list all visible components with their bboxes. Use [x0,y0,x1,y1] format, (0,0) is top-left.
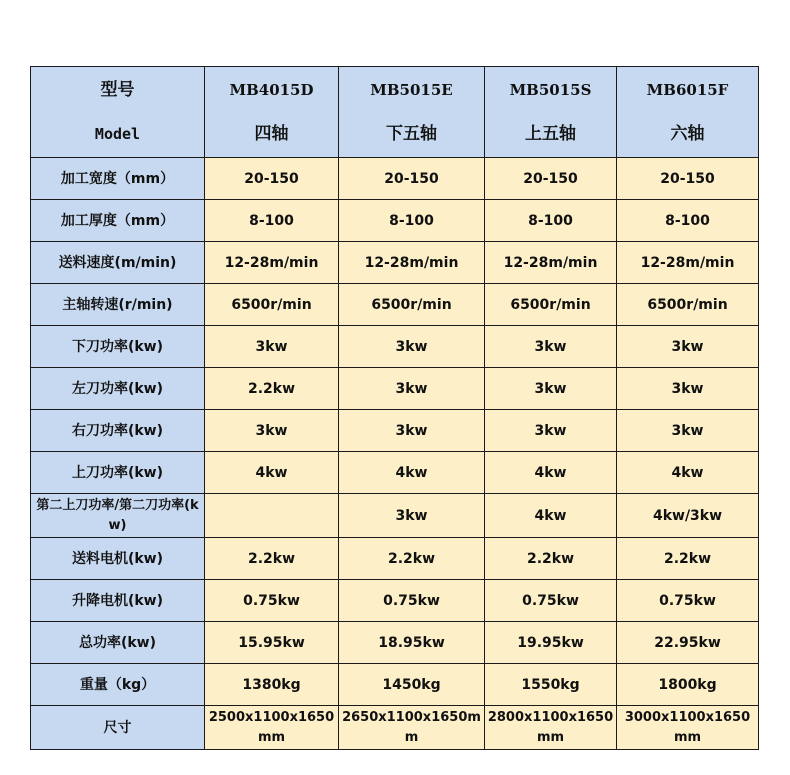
table-cell: 8-100 [339,200,485,242]
table-row [31,200,759,242]
table-cell: 2.2kw [485,538,617,580]
table-cell: 2500x1100x1650mm [205,706,339,750]
table-cell: 2.2kw [205,368,339,410]
table-cell: 22.95kw [617,622,759,664]
table-cell: 3kw [339,368,485,410]
table-cell: 3kw [617,410,759,452]
table-cell: 3kw [339,410,485,452]
table-cell: 20-150 [339,158,485,200]
model-axes: 六轴 [670,124,705,144]
table-row [31,538,759,580]
table-cell: 2650x1100x1650mm [339,706,485,750]
table-cell: 8-100 [205,200,339,242]
model-label-cell [31,67,205,158]
model-code: MB4015D [229,81,314,99]
table-row [31,622,759,664]
table-cell: 3kw [485,326,617,368]
table-cell: 2800x1100x1650mm [485,706,617,750]
table-cell: 20-150 [617,158,759,200]
row-label: 送料电机(kw) [31,538,205,580]
model-code: MB5015E [370,81,453,99]
table-row [31,368,759,410]
header-row [31,67,759,158]
table-cell: 3kw [339,494,485,538]
table-row [31,326,759,368]
row-label: 主轴转速(r/min) [31,284,205,326]
row-label: 升降电机(kw) [31,580,205,622]
model-code: MB6015F [646,81,729,99]
model-axes: 上五轴 [525,124,576,144]
table-cell: 1550kg [485,664,617,706]
table-cell: 0.75kw [339,580,485,622]
table-cell: 4kw [485,452,617,494]
table-row [31,706,759,750]
table-cell: 4kw [339,452,485,494]
table-cell: 0.75kw [485,580,617,622]
table-row [31,580,759,622]
table-row [31,452,759,494]
spec-table [30,66,759,750]
table-cell: 6500r/min [339,284,485,326]
table-cell: 12-28m/min [617,242,759,284]
row-label: 上刀功率(kw) [31,452,205,494]
row-label: 右刀功率(kw) [31,410,205,452]
table-row [31,494,759,538]
model-axes: 四轴 [254,124,289,144]
table-cell: 3000x1100x1650mm [617,706,759,750]
model-header-cell [617,67,759,158]
table-cell: 0.75kw [205,580,339,622]
row-label: 左刀功率(kw) [31,368,205,410]
table-cell: 3kw [205,326,339,368]
table-cell: 12-28m/min [485,242,617,284]
table-cell: 15.95kw [205,622,339,664]
table-cell: 4kw [485,494,617,538]
table-cell: 4kw/3kw [617,494,759,538]
row-label: 尺寸 [31,706,205,750]
table-row [31,664,759,706]
model-header-cell [485,67,617,158]
table-cell: 4kw [205,452,339,494]
table-cell: 2.2kw [339,538,485,580]
table-cell: 2.2kw [205,538,339,580]
table-cell: 3kw [339,326,485,368]
row-label: 加工厚度（mm） [31,200,205,242]
table-cell: 19.95kw [485,622,617,664]
row-label: 送料速度(m/min) [31,242,205,284]
table-cell: 12-28m/min [205,242,339,284]
table-row [31,284,759,326]
table-cell: 12-28m/min [339,242,485,284]
table-cell: 1800kg [617,664,759,706]
model-label-cn: 型号 [100,80,135,100]
model-header-cell [339,67,485,158]
table-cell: 3kw [205,410,339,452]
table-cell: 6500r/min [617,284,759,326]
table-cell: 6500r/min [205,284,339,326]
table-row [31,158,759,200]
model-axes: 下五轴 [386,124,437,144]
table-cell: 1380kg [205,664,339,706]
table-cell: 6500r/min [485,284,617,326]
table-cell [205,494,339,538]
table-row [31,242,759,284]
row-label: 重量（kg） [31,664,205,706]
table-cell: 3kw [617,368,759,410]
model-code: MB5015S [509,81,592,99]
table-cell: 4kw [617,452,759,494]
table-cell: 1450kg [339,664,485,706]
table-row [31,410,759,452]
table-cell: 3kw [617,326,759,368]
table-cell: 0.75kw [617,580,759,622]
table-cell: 20-150 [485,158,617,200]
row-label: 下刀功率(kw) [31,326,205,368]
table-cell: 8-100 [485,200,617,242]
row-label: 加工宽度（mm） [31,158,205,200]
table-cell: 8-100 [617,200,759,242]
row-label: 总功率(kw) [31,622,205,664]
table-cell: 20-150 [205,158,339,200]
row-label: 第二上刀功率/第二刀功率(kw) [31,494,205,538]
table-cell: 18.95kw [339,622,485,664]
table-cell: 2.2kw [617,538,759,580]
table-cell: 3kw [485,368,617,410]
model-header-cell [205,67,339,158]
table-cell: 3kw [485,410,617,452]
model-label-en: Model [94,125,141,143]
